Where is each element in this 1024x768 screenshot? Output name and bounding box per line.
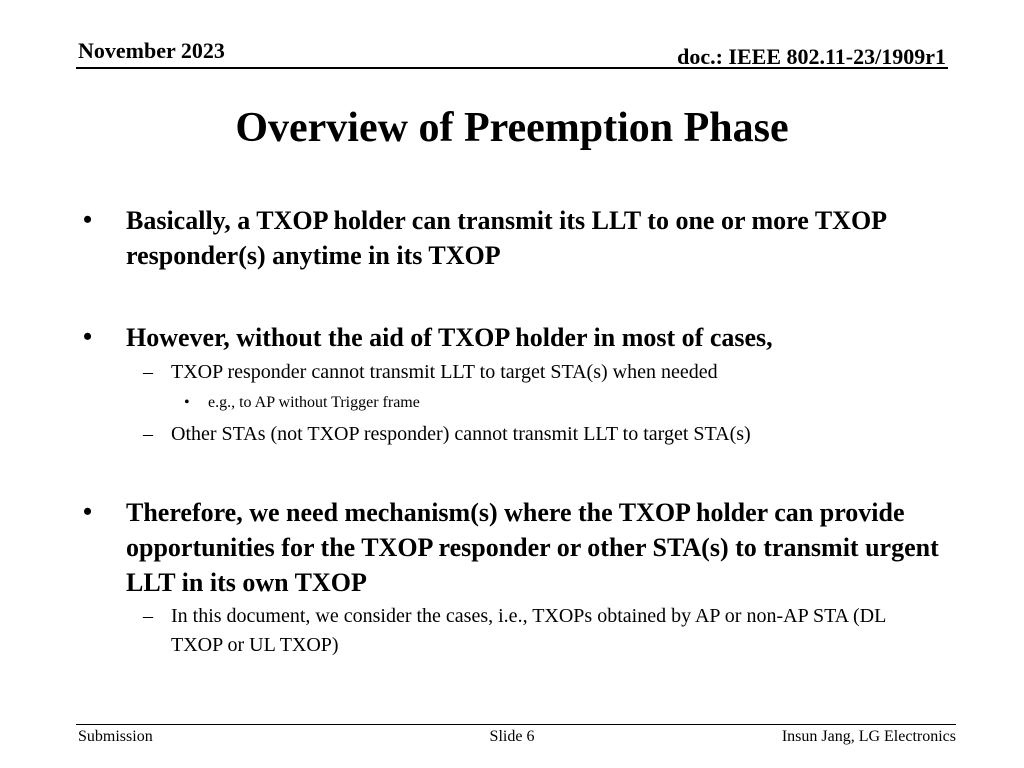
footer-divider bbox=[76, 724, 956, 725]
footer-slide-number: Slide 6 bbox=[489, 728, 535, 745]
bullet-marker: • bbox=[83, 322, 93, 351]
bullet-text: Therefore, we need mechanism(s) where the TXOP holder can provide opportunities for the TXOP responder or other STA(s) to transmit urgent LLT in its own TXOP bbox=[126, 498, 939, 597]
bullet-marker: • bbox=[83, 205, 93, 234]
sub-bullet-text: In this document, we consider the cases, i.e., TXOPs obtained by AP or non-AP STA (DL TXOP or UL TXOP) bbox=[171, 605, 886, 656]
sub-sub-bullet-text: e.g., to AP without Trigger frame bbox=[208, 394, 420, 411]
footer-author: Insun Jang, LG Electronics bbox=[781, 728, 956, 745]
bullet-text: However, without the aid of TXOP holder in most of cases, bbox=[126, 323, 773, 352]
bullet-marker: • bbox=[83, 497, 93, 526]
sub-bullet-text: TXOP responder cannot transmit LLT to target STA(s) when needed bbox=[171, 361, 718, 383]
header-doc-id: doc.: IEEE 802.11-23/1909r1 bbox=[677, 44, 946, 69]
sub-sub-bullet-marker: • bbox=[184, 394, 190, 411]
sub-bullet-marker: – bbox=[143, 605, 153, 627]
header-divider bbox=[76, 67, 948, 69]
bullet-text: Basically, a TXOP holder can transmit its LLT to one or more TXOP responder(s) anytime in its TXOP bbox=[126, 206, 886, 270]
header-date: November 2023 bbox=[78, 38, 225, 63]
slide-title: Overview of Preemption Phase bbox=[235, 105, 789, 151]
sub-bullet-text: Other STAs (not TXOP responder) cannot transmit LLT to target STA(s) bbox=[171, 423, 751, 445]
footer-submission: Submission bbox=[78, 728, 153, 745]
sub-bullet-marker: – bbox=[143, 423, 153, 445]
sub-bullet-marker: – bbox=[143, 361, 153, 383]
